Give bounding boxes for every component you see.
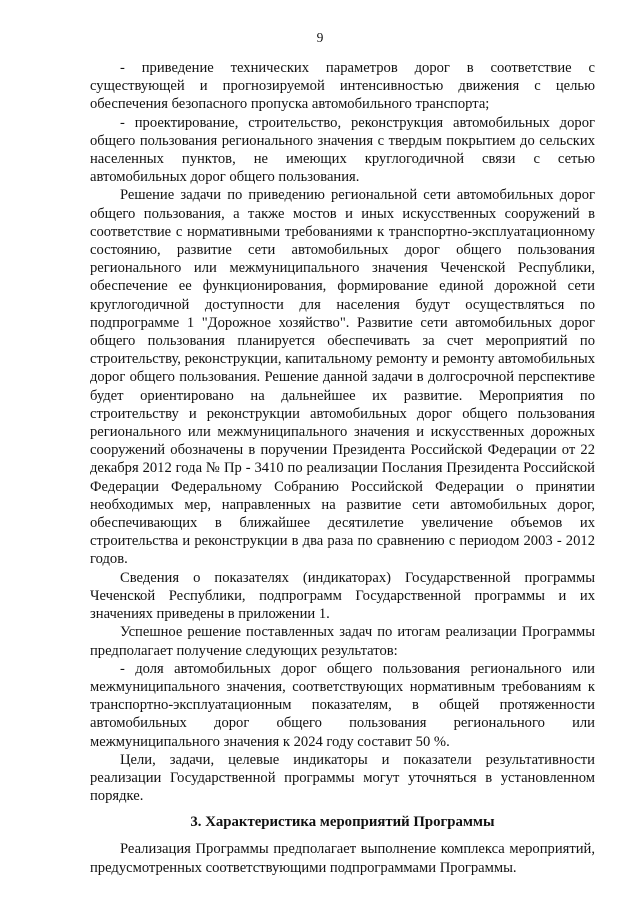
paragraph-bullet-road-parameters: - приведение технических параметров дорог в соответствие с существующей и прогнозируемой интенсивностью движения с целью обеспечения безопасного пропуска автомобильного транспорта;: [90, 60, 595, 113]
paragraph-expected-results: Успешное решение поставленных задач по итогам реализации Программы предполагает получение следующих результатов:: [90, 624, 595, 659]
paragraph-indicators-info: Сведения о показателях (индикаторах) Государственной программы Чеченской Республики, подпрограмм Государственной программы и их значениях приведены в приложении 1.: [90, 569, 595, 623]
page-number: 9: [316, 30, 324, 45]
document-body: [90, 59, 595, 877]
section-heading: 3. Характеристика мероприятий Программы: [190, 814, 495, 831]
paragraph-bullet-road-design: - проектирование, строительство, реконструкция автомобильных дорог общего пользования регионального значения с твердым покрытием до сельских населенных пунктов, не имеющих круглогодичной связи с сетью автомобильных дорог общего пользования.: [90, 114, 595, 186]
paragraph-bullet-road-share: - доля автомобильных дорог общего пользования регионального или межмуниципального значения, соответствующих нормативным требованиям к транспортно-эксплуатационным показателям, в общей протяженности автомобильных дорог общего пользования регионального или межмуниципального значения к 2024 году составит 50 %.: [90, 660, 595, 750]
paragraph-program-implementation: Реализация Программы предполагает выполнение комплекса мероприятий, предусмотренных соответствующими подпрограммами Программы.: [90, 841, 595, 876]
paragraph-task-solution: Решение задачи по приведению региональной сети автомобильных дорог общего пользования, а также мостов и иных искусственных сооружений в соответствие с нормативными требованиями к транспортно-эксплуатационному состоянию, развитие сети автомобильных дорог общего пользования регионального или межмуниципального значения Чеченской Республики, обеспечение ее функционирования, формирование единой дорожной сети круглогодичной доступности для населения будут осуществляться по подпрограмме 1 "Дорожное хозяйство". Развитие сети автомобильных дорог общего пользования планируется обеспечивать за счет мероприятий по строительству, реконструкции, капитальному ремонту и ремонту автомобильных дорог общего пользования. Решение данной задачи в долгосрочной перспективе будет ориентировано на дальнейшее их развитие. Мероприятия по строительству и реконструкции автомобильных дорог общего пользования регионального или межмуниципального значения и искусственных дорожных сооружений обозначены в поручении Президента Российской Федерации от 22 декабря 2012 года № Пр - 3410 по реализации Послания Президента Российской Федерации Федеральному Собранию Российской Федерации о принятии необходимых мер, направленных на развитие сети автомобильных дорог, обеспечивающих в ближайшее десятилетие увеличение объемов их строительства и реконструкции в два раза по сравнению с периодом 2003 - 2012 годов.: [90, 187, 595, 568]
paragraph-goals-clarification: Цели, задачи, целевые индикаторы и показатели результативности реализации Государственной программы могут уточняться в установленном порядке.: [90, 751, 595, 805]
